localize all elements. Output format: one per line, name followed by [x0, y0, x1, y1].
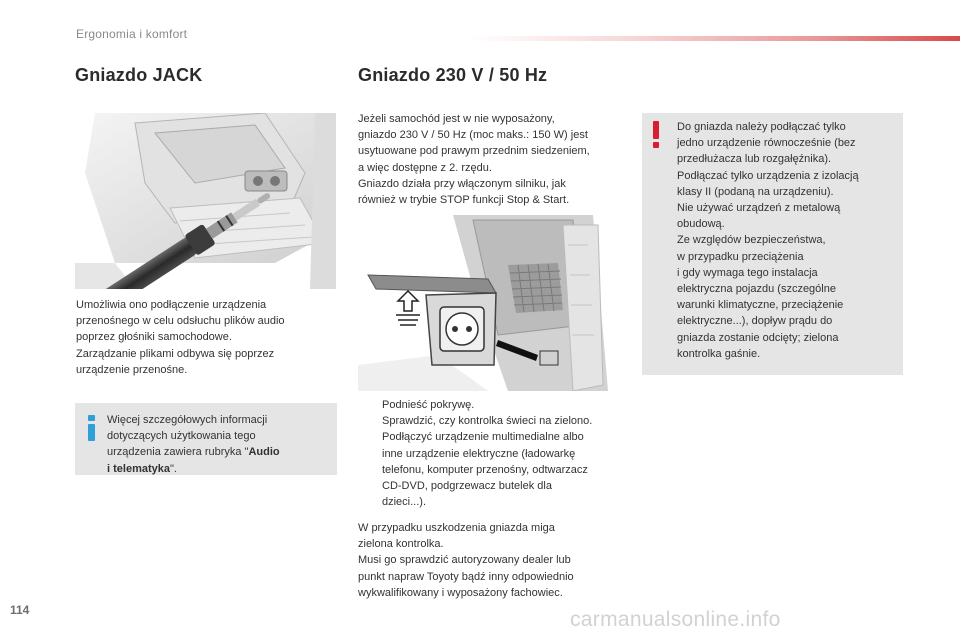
jack-description-line: przenośnego w celu odsłuchu plików audio — [76, 315, 285, 328]
jack-description-line: urządzenie przenośne. — [76, 363, 188, 376]
info-line: Więcej szczegółowych informacji — [107, 414, 268, 426]
warning-line: gniazda zostanie odcięty; zielona — [677, 331, 839, 344]
page-number: 114 — [10, 603, 30, 617]
damage-line: punkt napraw Toyoty bądź inny odpowiednio — [358, 570, 574, 583]
warning-line: jedno urządzenie równocześnie (bez — [677, 137, 856, 150]
step-item — [358, 429, 633, 510]
warning-line: elektryczna pojazdu (szczególne — [677, 283, 836, 296]
warning-text — [677, 119, 897, 362]
warning-line: Podłączać tylko urządzenia z izolacją — [677, 169, 859, 182]
power-socket-title: Gniazdo 230 V / 50 Hz — [358, 65, 548, 85]
damage-line: zielona kontrolka. — [358, 538, 444, 551]
warning-icon — [651, 121, 661, 149]
step-line: dzieci...). — [382, 496, 427, 509]
warning-line: elektryczne...), dopływ prądu do — [677, 315, 833, 328]
info-box — [75, 403, 337, 475]
info-icon — [85, 415, 99, 441]
info-line: ". — [169, 462, 177, 475]
intro-line: również w trybie STOP funkcji Stop & Start. — [358, 194, 570, 207]
info-reference-link: Audio — [248, 446, 280, 459]
intro-line: gniazdo 230 V / 50 Hz (moc maks.: 150 W) jest — [358, 129, 588, 142]
warning-line: i gdy wymaga tego instalacja — [677, 266, 818, 279]
jack-description — [76, 297, 326, 378]
intro-line: usytuowane pod prawym przednim siedzeniem, — [358, 145, 590, 158]
jack-socket-image — [75, 113, 336, 289]
step-line: Podnieść pokrywę. — [382, 399, 475, 411]
intro-line: a więc dostępne z 2. rzędu. — [358, 161, 492, 174]
damage-line: W przypadku uszkodzenia gniazda miga — [358, 522, 555, 534]
jack-description-line: poprzez głośniki samochodowe. — [76, 331, 232, 344]
warning-line: przedłużacza lub rozgałęźnika). — [677, 153, 832, 166]
step-line: inne urządzenie elektryczne (ładowarkę — [382, 447, 576, 460]
warning-line: Ze względów bezpieczeństwa, — [677, 234, 826, 247]
power-socket-illustration — [358, 215, 616, 391]
warning-line: Do gniazda należy podłączać tylko — [677, 121, 846, 133]
info-line: dotyczących użytkowania tego — [107, 430, 256, 443]
step-item — [358, 397, 633, 413]
power-socket-intro — [358, 111, 633, 208]
section-label: Ergonomia i komfort — [76, 27, 188, 41]
step-line: Sprawdzić, czy kontrolka świeci na zielono. — [382, 415, 593, 428]
warning-line: klasy II (podaną na urządzeniu). — [677, 185, 834, 198]
info-line: urządzenia zawiera rubryka " — [107, 446, 249, 459]
warning-line: obudową. — [677, 218, 725, 231]
jack-socket-title: Gniazdo JACK — [75, 65, 203, 85]
jack-socket-illustration — [75, 113, 336, 289]
warning-line: w przypadku przeciążenia — [677, 250, 804, 263]
warning-box — [642, 113, 903, 375]
step-line: Podłączyć urządzenie multimedialne albo — [382, 431, 584, 444]
intro-line: Jeżeli samochód jest w nie wyposażony, — [358, 113, 555, 125]
info-reference-link: i telematyka — [107, 462, 170, 475]
intro-line: Gniazdo działa przy włączonym silniku, jak — [358, 177, 566, 190]
step-line: telefonu, komputer przenośny, odtwarzacz — [382, 463, 588, 476]
damage-line: wykwalifikowany i wyposażony fachowiec. — [358, 586, 563, 599]
header-stripe — [470, 36, 960, 41]
step-item — [358, 413, 633, 429]
damage-line: Musi go sprawdzić autoryzowany dealer lub — [358, 554, 571, 567]
power-socket-image — [358, 215, 616, 391]
info-text — [107, 412, 327, 477]
watermark: carmanualsonline.info — [570, 608, 781, 631]
warning-line: Nie używać urządzeń z metalową — [677, 202, 841, 215]
warning-line: kontrolka gaśnie. — [677, 347, 761, 360]
step-list — [358, 397, 633, 510]
step-line: CD-DVD, podgrzewacz butelek dla — [382, 480, 552, 493]
damage-note — [358, 520, 628, 601]
warning-line: warunki klimatyczne, przeciążenie — [677, 299, 844, 312]
jack-description-line: Zarządzanie plikami odbywa się poprzez — [76, 347, 275, 360]
jack-description-line: Umożliwia ono podłączenie urządzenia — [76, 299, 267, 311]
